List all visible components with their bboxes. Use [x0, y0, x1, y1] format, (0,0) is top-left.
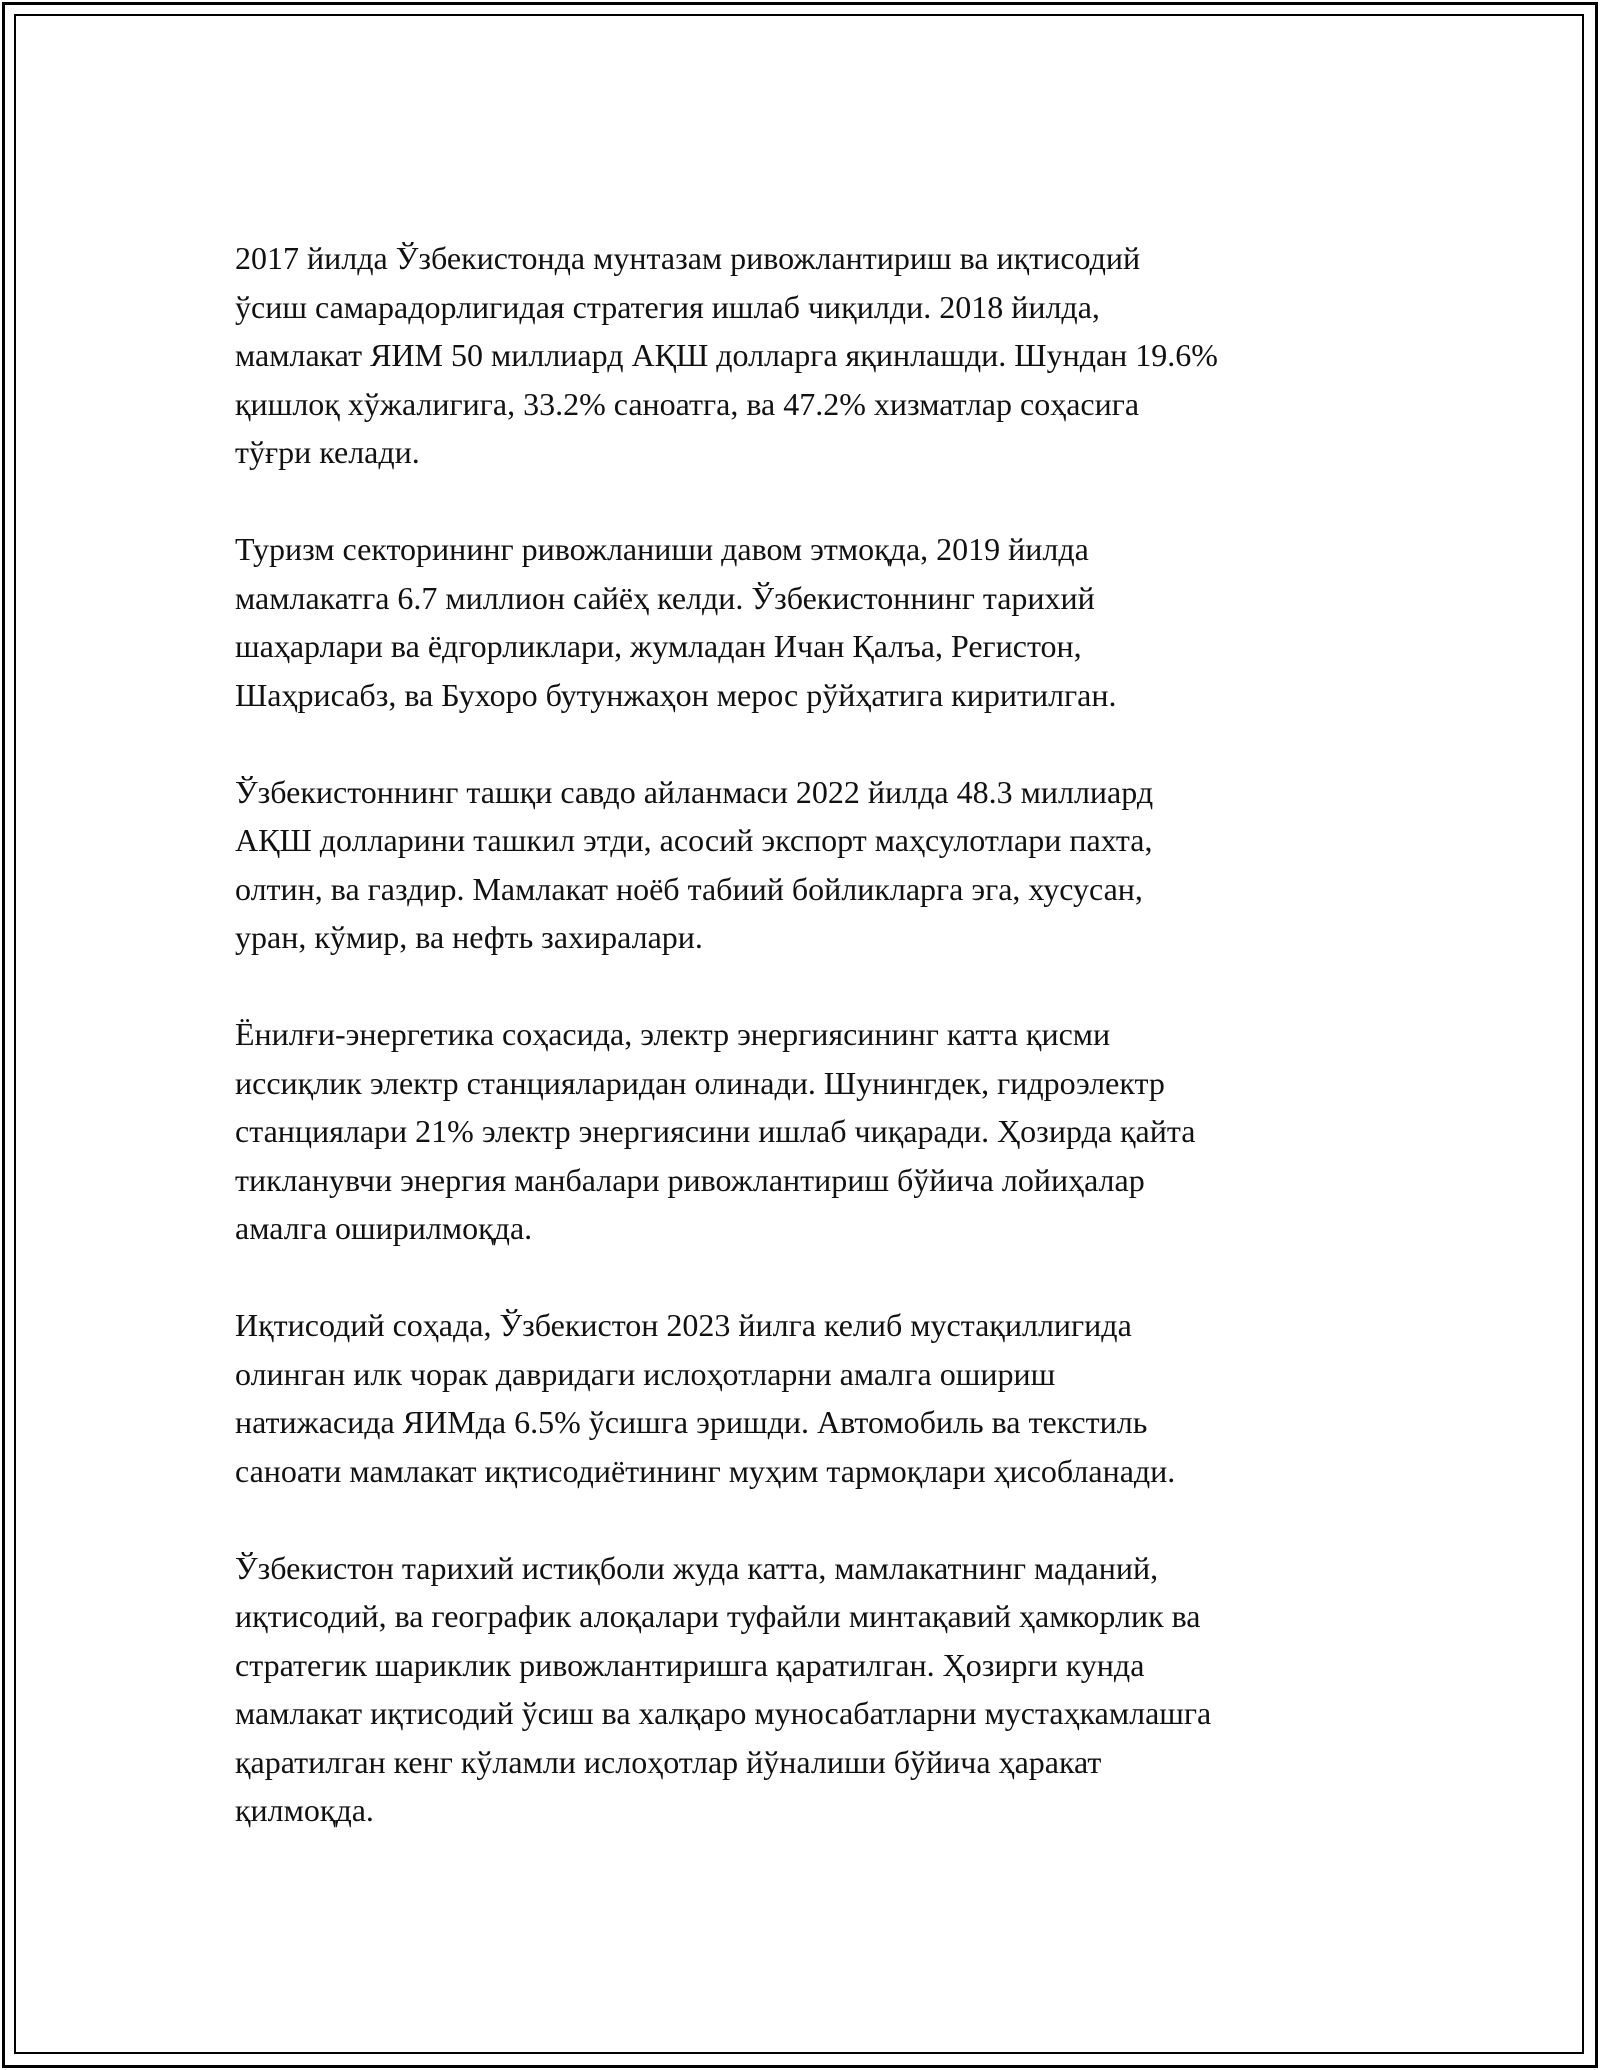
- paragraph-line: 2017 йилда Ўзбекистонда мунтазам ривожлантириш ва иқтисодий: [235, 240, 1141, 276]
- paragraph-line: тўғри келади.: [235, 434, 420, 470]
- paragraph-line: Туризм секторининг ривожланиши давом этмоқда, 2019 йилда: [235, 531, 1089, 567]
- paragraph-line: қишлоқ хўжалигига, 33.2% саноатга, ва 47.2% хизматлар соҳасига: [235, 385, 1140, 422]
- paragraph-line: қаратилган кенг кўламли ислоҳотлар йўналиши бўйича ҳаракат: [235, 1743, 1102, 1780]
- paragraph-1: [235, 234, 1375, 477]
- paragraph-line: натижасида ЯИМда 6.5% ўсишга эришди. Автомобиль ва текстиль: [235, 1404, 1148, 1440]
- paragraph-line: саноати мамлакат иқтисодиётининг муҳим тармоқлари ҳисобланади.: [235, 1452, 1176, 1489]
- paragraph-line: олинган илк чорак давридаги ислоҳотларни амалга ошириш: [235, 1355, 1056, 1392]
- paragraph-line: мамлакат ЯИМ 50 миллиард АҚШ долларга яқинлашди. Шундан 19.6%: [235, 337, 1218, 373]
- paragraph-line: мамлакатга 6.7 миллион сайёҳ келди. Ўзбекистоннинг тарихий: [235, 579, 1095, 616]
- paragraph-line: Ўзбекистон тарихий истиқболи жуда катта, мамлакатнинг маданий,: [235, 1549, 1159, 1586]
- paragraph-line: Иқтисодий соҳада, Ўзбекистон 2023 йилга келиб мустақиллигида: [235, 1307, 1132, 1343]
- paragraph-2: [235, 525, 1375, 719]
- paragraph-line: стратегик шариклик ривожлантиришга қаратилган. Ҳозирги кунда: [235, 1646, 1145, 1683]
- paragraph-6: [235, 1544, 1375, 1835]
- paragraph-line: Ўзбекистоннинг ташқи савдо айланмаси 2022 йилда 48.3 миллиард: [235, 773, 1154, 810]
- paragraph-line: ўсиш самарадорлигидая стратегия ишлаб чиқилди. 2018 йилда,: [235, 288, 1100, 325]
- paragraph-line: қилмоқда.: [235, 1792, 374, 1828]
- paragraph-line: иқтисодий, ва географик алоқалари туфайли минтақавий ҳамкорлик ва: [235, 1598, 1201, 1634]
- paragraph-3: [235, 768, 1375, 962]
- paragraph-line: амалга оширилмоқда.: [235, 1210, 533, 1246]
- paragraph-4: [235, 1010, 1375, 1253]
- paragraph-line: Ёнилғи-энергетика соҳасида, электр энергиясининг катта қисми: [235, 1016, 1111, 1052]
- paragraph-line: АҚШ долларини ташкил этди, асосий экспорт маҳсулотлари пахта,: [235, 822, 1153, 858]
- paragraph-5: [235, 1301, 1375, 1495]
- paragraph-line: тикланувчи энергия манбалари ривожлантириш бўйича лойиҳалар: [235, 1161, 1145, 1198]
- paragraph-line: иссиқлик электр станцияларидан олинади. Шунингдек, гидроэлектр: [235, 1064, 1165, 1101]
- paragraph-line: станциялари 21% электр энергиясини ишлаб чиқаради. Ҳозирда қайта: [235, 1113, 1196, 1149]
- paragraph-line: мамлакат иқтисодий ўсиш ва халқаро муносабатларни мустаҳкамлашга: [235, 1695, 1212, 1731]
- paragraph-line: уран, кўмир, ва нефть захиралари.: [235, 919, 703, 955]
- paragraph-line: Шаҳрисабз, ва Бухоро бутунжаҳон мерос рўйҳатига киритилган.: [235, 676, 1117, 713]
- document-body: [235, 234, 1375, 1883]
- paragraph-line: шаҳарлари ва ёдгорликлари, жумладан Ичан Қалъа, Регистон,: [235, 628, 1082, 664]
- paragraph-line: олтин, ва газдир. Мамлакат ноёб табиий бойликларга эга, хусусан,: [235, 870, 1143, 907]
